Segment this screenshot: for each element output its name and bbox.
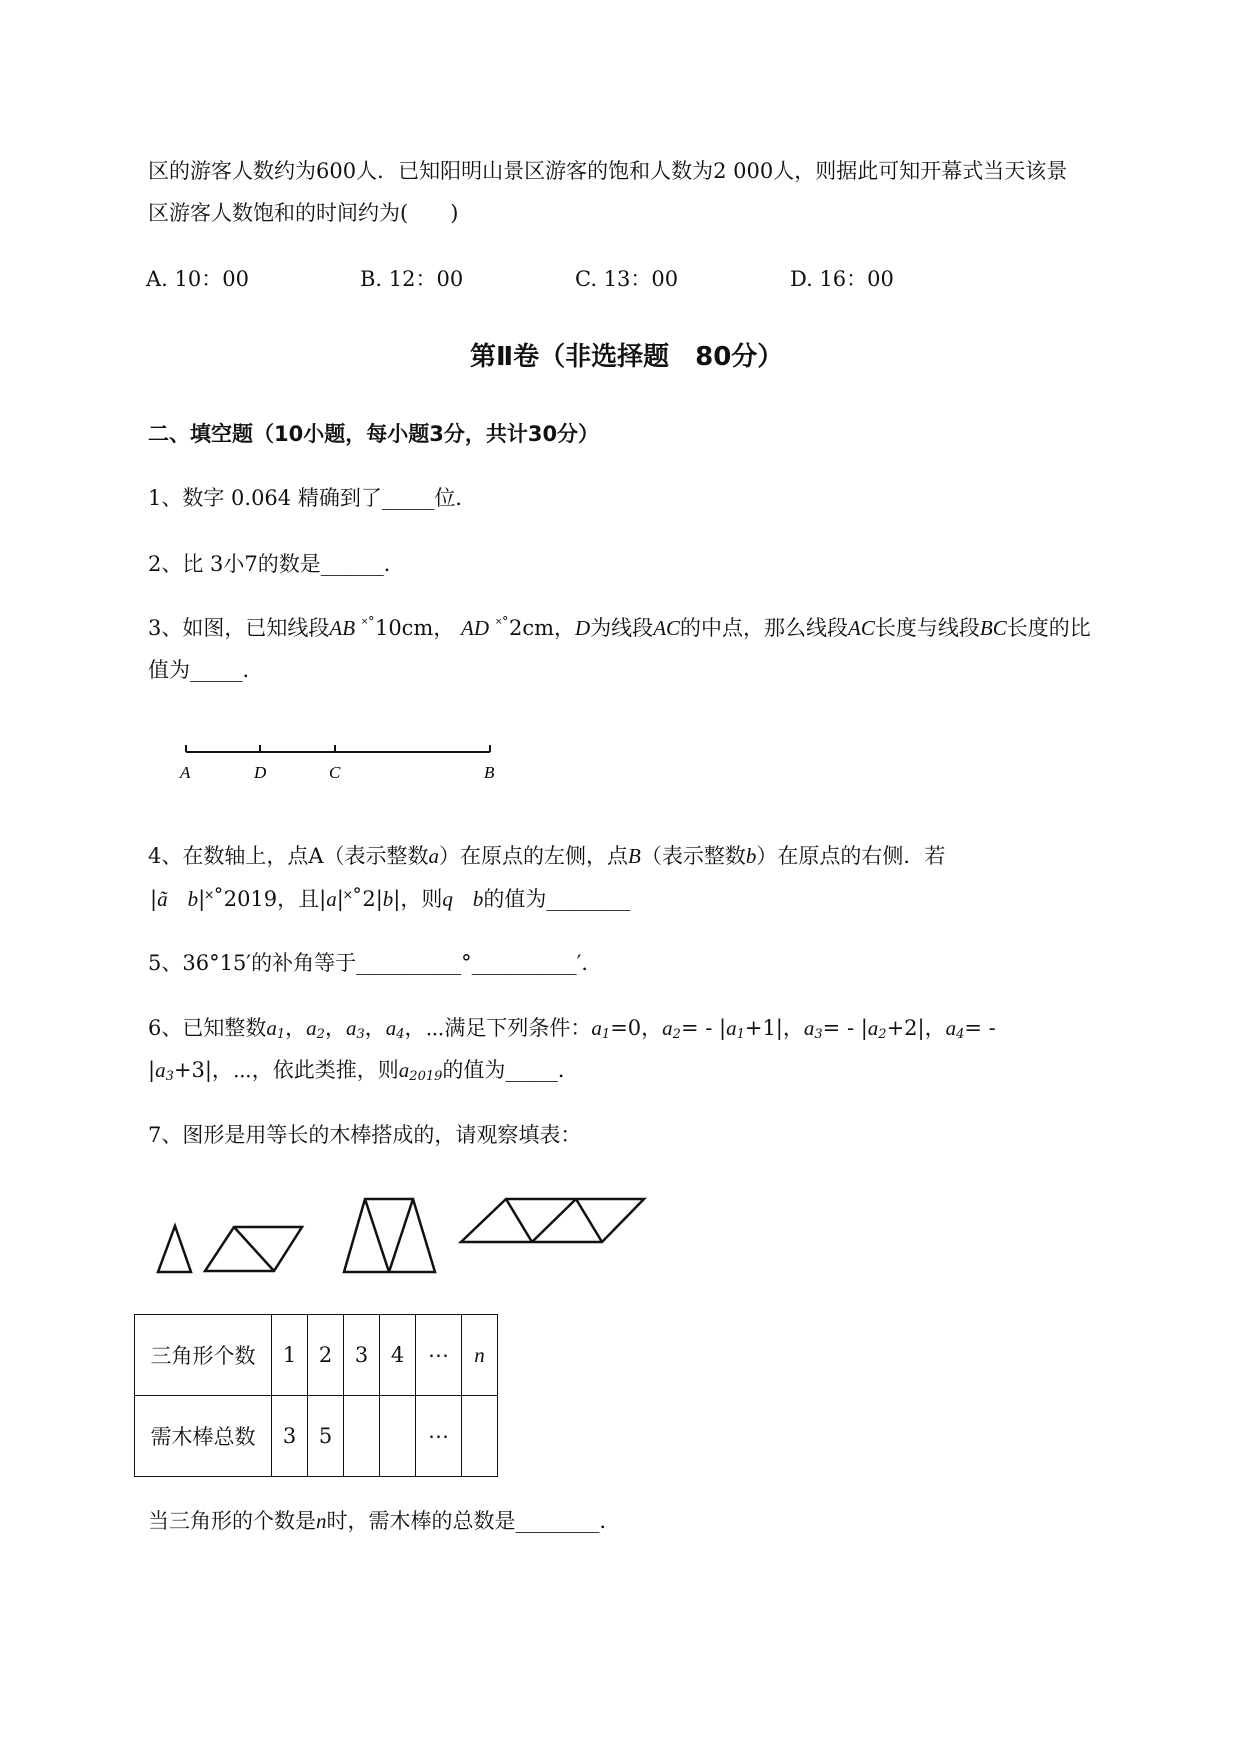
option-c: C. 13：00 bbox=[575, 267, 679, 291]
table-row bbox=[135, 1315, 498, 1396]
question-2: 2、比 3小7的数是______． bbox=[148, 552, 405, 576]
triangle-figure-1 bbox=[155, 1220, 195, 1275]
section-title: 第Ⅱ卷（非选择题 80分） bbox=[470, 342, 784, 372]
table-cell bbox=[344, 1396, 380, 1477]
point-label-b: B bbox=[484, 763, 495, 782]
triangle-figure-3 bbox=[341, 1196, 441, 1276]
question-3-line1: 3、如图，已知线段AB ˟˚10cm， AD ˟˚2cm，D为线段AC的中点，那么线段AC长度与线段BC长度的比 bbox=[148, 615, 1091, 640]
table-cell: 5 bbox=[308, 1396, 344, 1477]
question-3-line2: 值为_____． bbox=[148, 658, 264, 682]
option-a: A. 10：00 bbox=[146, 267, 249, 291]
question-4-line2: |ã b|˟˚2019，且|a|˟˚2|b|，则q b的值为________ bbox=[150, 887, 631, 911]
point-label-a: A bbox=[180, 763, 191, 782]
table-cell: 1 bbox=[272, 1315, 308, 1396]
question-7-final: 当三角形的个数是n时，需木棒的总数是________． bbox=[148, 1509, 621, 1533]
point-label-d: D bbox=[254, 763, 267, 782]
table-cell: 需木棒总数 bbox=[135, 1396, 272, 1477]
prev-question-line1: 区的游客人数约为600人．已知阳明山景区游客的饱和人数为2 000人，则据此可知开幕式当天该景 bbox=[148, 159, 1068, 183]
prev-question-line2: 区游客人数饱和的时间约为( ) bbox=[148, 201, 459, 225]
line-segment-figure bbox=[180, 740, 500, 790]
table-cell: 3 bbox=[344, 1315, 380, 1396]
option-b: B. 12：00 bbox=[360, 267, 464, 291]
question-4-line1: 4、在数轴上，点A（表示整数a）在原点的左侧，点B（表示整数b）在原点的右侧．若 bbox=[148, 844, 946, 868]
table-cell bbox=[462, 1396, 498, 1477]
table-cell: 三角形个数 bbox=[135, 1315, 272, 1396]
table-cell: 2 bbox=[308, 1315, 344, 1396]
triangle-figure-2 bbox=[202, 1224, 312, 1274]
question-5: 5、36°15′的补角等于__________°__________′． bbox=[148, 951, 603, 975]
question-7: 7、图形是用等长的木棒搭成的，请观察填表： bbox=[148, 1123, 582, 1147]
table-row bbox=[135, 1396, 498, 1477]
triangle-figure-4 bbox=[458, 1196, 648, 1246]
question-1: 1、数字 0.064 精确到了_____位． bbox=[148, 486, 477, 510]
table-cell bbox=[380, 1396, 416, 1477]
stick-count-table bbox=[134, 1314, 498, 1477]
question-6-line1: 6、已知整数$a_1$，$a_2$，$a_3$，$a_4$，⋯满足下列条件：$a_1=0$，$a_2= - |a_1+1|$，$a_3= - |a_2+2|$，$a_4=$ - bbox=[148, 1016, 996, 1042]
option-d: D. 16：00 bbox=[790, 267, 894, 291]
question-6-line2: $|a_3+3|$，⋯，依此类推，则$a_{2019}$的值为_____． bbox=[148, 1058, 579, 1084]
table-cell: 4 bbox=[380, 1315, 416, 1396]
part-header: 二、填空题（10小题，每小题3分，共计30分） bbox=[148, 422, 600, 446]
table-cell: ⋯ bbox=[416, 1396, 462, 1477]
table-cell: 3 bbox=[272, 1396, 308, 1477]
point-label-c: C bbox=[329, 763, 341, 782]
table-cell: n bbox=[462, 1315, 498, 1396]
table-cell: ⋯ bbox=[416, 1315, 462, 1396]
